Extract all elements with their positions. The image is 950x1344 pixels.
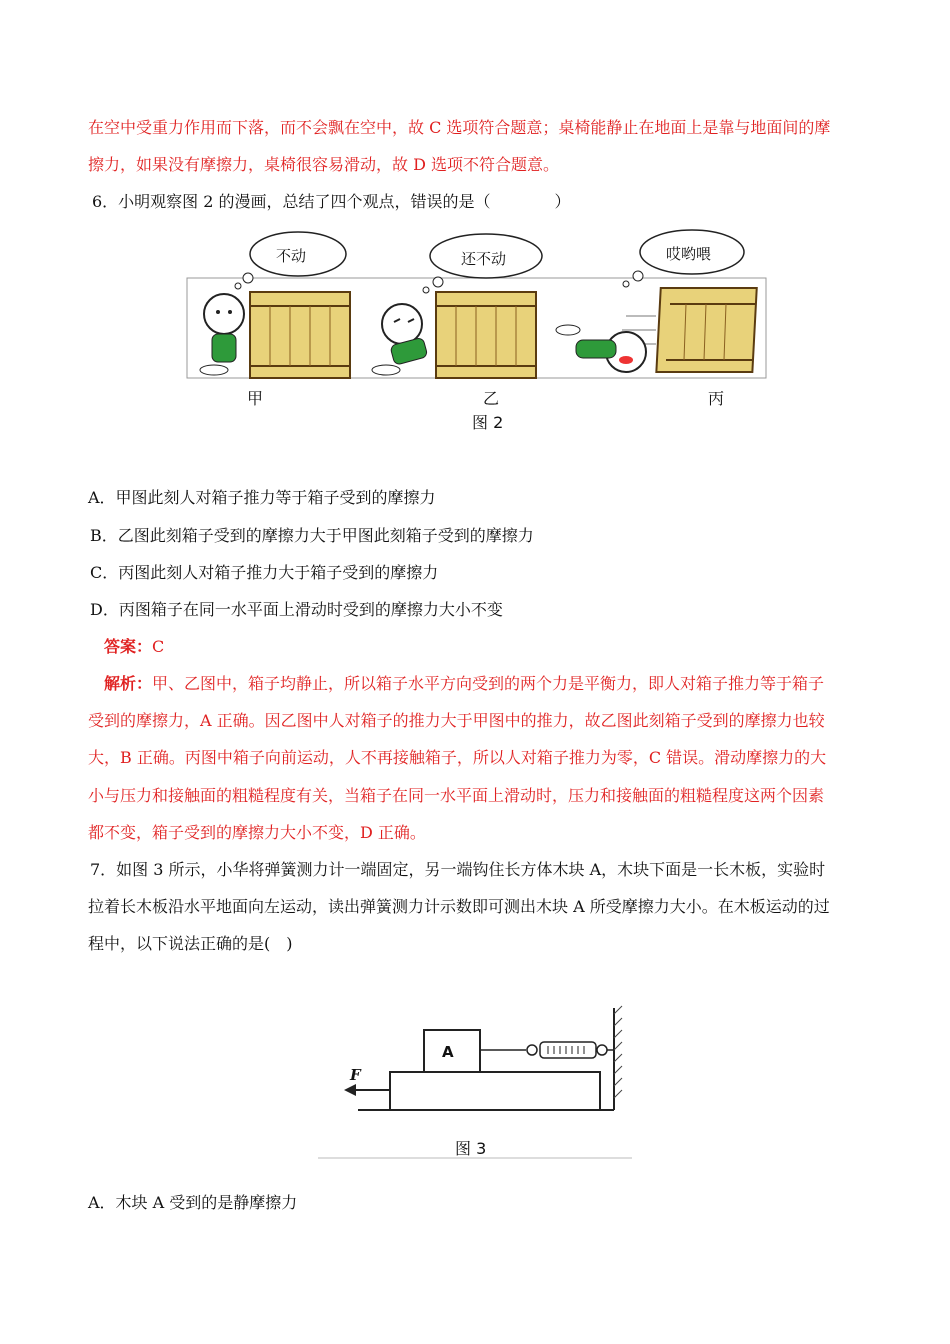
panel-label-yi: 乙 — [483, 389, 500, 408]
bubble-text-3: 哎哟喂 — [666, 245, 712, 263]
q7-stem-line-1: 7．如图 3 所示，小华将弹簧测力计一端固定，另一端钩住长方体木块 A，木块下面是一长木板，实验时 — [90, 860, 826, 879]
long-board — [390, 1072, 600, 1110]
q6-stem: 6．小明观察图 2 的漫画，总结了四个观点，错误的是（ ） — [92, 192, 571, 211]
q6-analysis-line-3: 大，B 正确。丙图中箱子向前运动，人不再接触箱子，所以人对箱子推力为零，C 错误。滑动摩擦力的大 — [88, 748, 827, 767]
q7-stem-line-2: 拉着长木板沿水平地面向左运动，读出弹簧测力计示数即可测出木块 A 所受摩擦力大小。在木板运动的过 — [88, 897, 830, 916]
q6-option-c: C．丙图此刻人对箱子推力大于箱子受到的摩擦力 — [90, 563, 439, 582]
q6-analysis-line-2: 受到的摩擦力，A 正确。因乙图中人对箱子的推力大于甲图中的推力，故乙图此刻箱子受到的摩擦力也较 — [88, 711, 825, 730]
panel-label-bing: 丙 — [708, 389, 725, 408]
q6-option-a: A．甲图此刻人对箱子推力等于箱子受到的摩擦力 — [88, 488, 436, 507]
q6-answer — [104, 637, 164, 657]
figure-3-diagram — [318, 990, 638, 1160]
answer-value: C — [152, 637, 165, 656]
figure-2-caption: 图 2 — [472, 413, 504, 432]
q7-option-a: A．木块 A 受到的是静摩擦力 — [88, 1193, 298, 1212]
block-a-label: A — [442, 1043, 454, 1061]
q6-analysis-line-5: 都不变，箱子受到的摩擦力大小不变，D 正确。 — [88, 823, 426, 842]
panel-label-jia: 甲 — [247, 389, 264, 408]
analysis-text-1: 甲、乙图中，箱子均静止，所以箱子水平方向受到的两个力是平衡力，即人对箱子推力等于箱子 — [152, 674, 825, 693]
q7-stem-line-3: 程中，以下说法正确的是( ) — [88, 934, 293, 953]
person-1 — [204, 294, 244, 334]
panel-jia — [200, 232, 350, 378]
analysis-label: 解析： — [104, 674, 153, 693]
figure-3-caption: 图 3 — [455, 1139, 487, 1158]
person-2 — [382, 304, 422, 344]
bubble-text-1: 不动 — [276, 247, 307, 265]
prev-analysis-line-2: 擦力，如果没有摩擦力，桌椅很容易滑动，故 D 选项不符合题意。 — [88, 155, 560, 174]
q6-analysis-line-1 — [104, 674, 824, 694]
force-f-label: F — [350, 1066, 361, 1084]
q6-option-b: B．乙图此刻箱子受到的摩擦力大于甲图此刻箱子受到的摩擦力 — [90, 526, 534, 545]
answer-label: 答案： — [104, 637, 153, 656]
panel-bing — [556, 230, 757, 372]
prev-analysis-line-1: 在空中受重力作用而下落，而不会飘在空中，故 C 选项符合题意；桌椅能静止在地面上是靠与地面间的摩 — [88, 118, 831, 137]
panel-yi — [372, 234, 542, 378]
q6-analysis-line-4: 小与压力和接触面的粗糙程度有关，当箱子在同一水平面上滑动时，压力和接触面的粗糙程度这两个因素 — [88, 786, 825, 805]
bubble-text-2: 还不动 — [461, 250, 507, 268]
spring-scale — [527, 1042, 614, 1058]
q6-option-d: D．丙图箱子在同一水平面上滑动时受到的摩擦力大小不变 — [90, 600, 503, 619]
force-arrow-head — [344, 1084, 356, 1096]
